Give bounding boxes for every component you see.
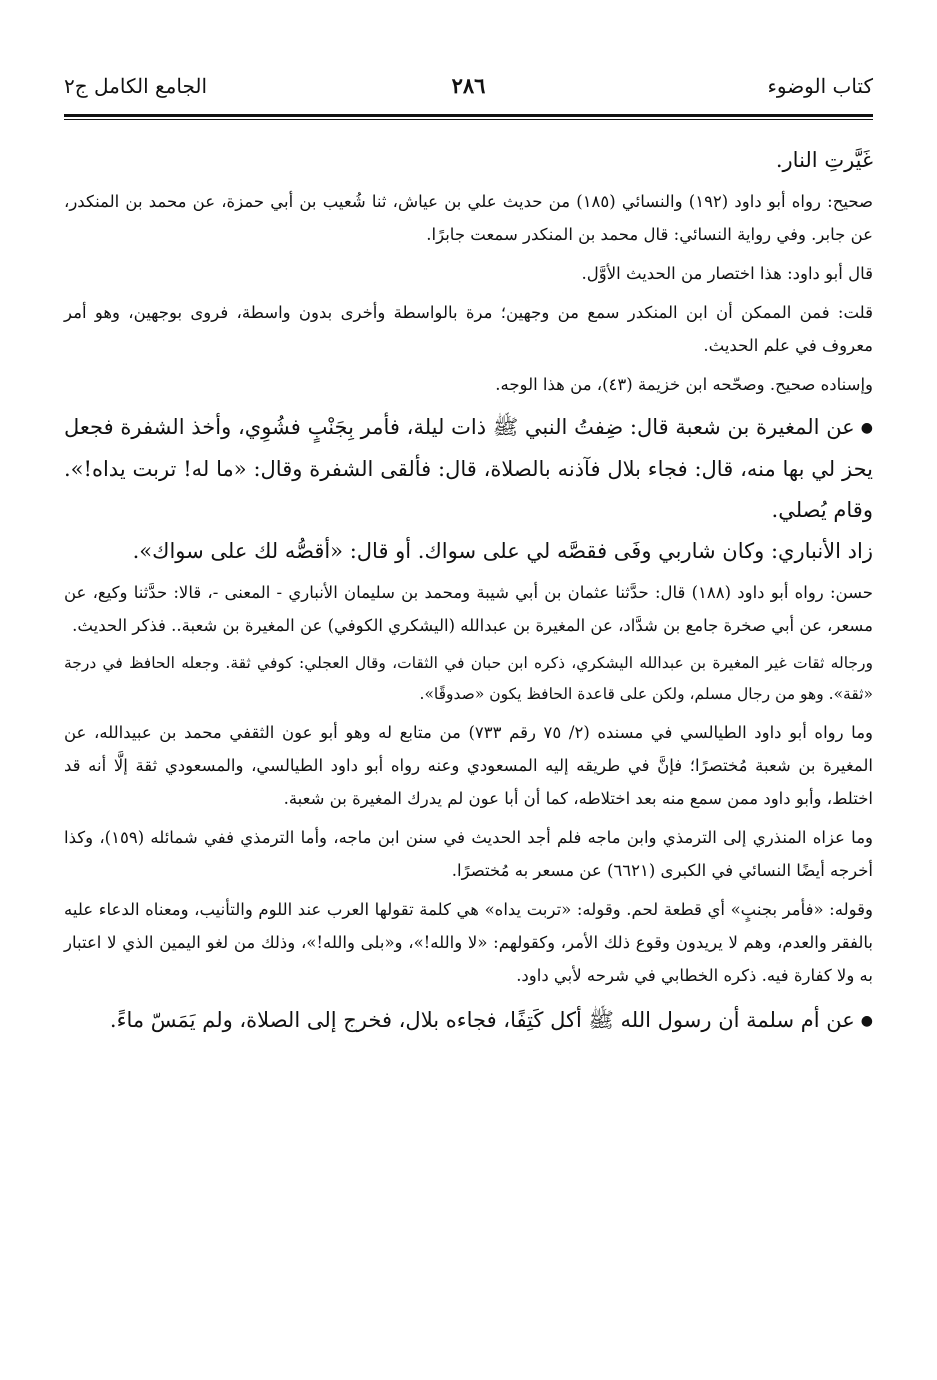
page-number: ٢٨٦	[451, 73, 486, 98]
commentary-abu-dawud: قال أبو داود: هذا اختصار من الحديث الأوَّل.	[581, 264, 873, 283]
hadith-mughira: ● عن المغيرة بن شعبة قال: ضِفتُ النبي ﷺ ذات ليلة، فأمر بِجَنْبٍ فشُوِي، وأخذ الشفرة فجعل يحز لي بها منه، قال: فجاء بلال فآذنه بالصلاة، قال: فألقى الشفرة وقال: «ما له! تربت يداه!». وقام يُصلي.	[64, 407, 873, 531]
page-body	[64, 140, 873, 1042]
commentary-mundhiri: وما عزاه المنذري إلى الترمذي وابن ماجه فلم أجد الحديث في سنن ابن ماجه، وأما الترمذي ففي شمائله (١٥٩)، وكذا أخرجه أيضًا النسائي في الكبرى (٦٦٢١) عن مسعر به مُختصرًا.	[64, 828, 873, 880]
commentary-grading: صحيح: رواه أبو داود (١٩٢) والنسائي (١٨٥) من حديث علي بن عياش، ثنا شُعيب بن أبي حمزة، عن محمد بن المنكدر، عن جابر. وفي رواية النسائي: قال محمد بن المنكدر سمعت جابرًا.	[64, 192, 873, 244]
commentary-isnad: وإسناده صحيح. وصحّحه ابن خزيمة (٤٣)، من هذا الوجه.	[495, 375, 873, 394]
header-rule	[64, 114, 873, 120]
header-chapter-title: كتاب الوضوء	[767, 74, 873, 98]
hadith-umm-salama: ● عن أم سلمة أن رسول الله ﷺ أكل كَتِفًا، فجاءه بلال، فخرج إلى الصلاة، ولم يَمَسّ ماءً.	[64, 1000, 873, 1042]
running-header	[64, 66, 873, 106]
commentary-tayalisi: وما رواه أبو داود الطيالسي في مسنده (٢/ ٧٥ رقم ٧٣٣) من متابع له وهو أبو عون الثقفي محمد بن عبيدالله، عن المغيرة بن شعبة مُختصرًا؛ فإنَّ في طريقه إليه المسعودي وعنه رواه أبو داود الطيالسي، والمسعودي ثقة إلَّا أنه قد اختلط، وأبو داود ممن سمع منه بعد اختلاطه، كما أن أبا عون لم يدرك المغيرة بن شعبة.	[64, 723, 874, 808]
commentary-note: قلت: فمن الممكن أن ابن المنكدر سمع من وجهين؛ مرة بالواسطة وأخرى بدون واسطة، فروى بوجهين، وهو أمر معروف في علم الحديث.	[64, 303, 873, 355]
commentary-explanation: وقوله: «فأمر بجنبٍ» أي قطعة لحم. وقوله: «تربت يداه» هي كلمة تقولها العرب عند اللوم والتأنيب، ومعناه الدعاء عليه بالفقر والعدم، وهم لا يريدون وقوع ذلك الأمر، وكقولهم: «لا والله!»، و«بلى والله!»، وذلك من لغو اليمين الذي لا اعتبار به ولا كفارة فيه. ذكره الخطابي في شرحه لأبي داود.	[64, 900, 873, 985]
hadith-continuation: غَيَّرتِ النار.	[775, 148, 873, 172]
hadith-addition: زاد الأنباري: وكان شاربي وفَى فقصَّه لي على سواك. أو قال: «أقصُّه لك على سواك».	[132, 539, 873, 563]
commentary-hasan: حسن: رواه أبو داود (١٨٨) قال: حدَّثنا عثمان بن أبي شيبة ومحمد بن سليمان الأنباري - المعنى -، قالا: حدَّثنا وكيع، عن مسعر، عن أبي صخرة جامع بن شدَّاد، عن المغيرة بن عبدالله (اليشكري الكوفي) عن المغيرة بن شعبة.. فذكر الحديث.	[64, 583, 873, 635]
commentary-narrators: ورجاله ثقات غير المغيرة بن عبدالله اليشكري، ذكره ابن حبان في الثقات، وقال العجلي: كوفي ثقة. وجعله الحافظ في درجة «ثقة». وهو من رجال مسلم، ولكن على قاعدة الحافظ يكون «صدوقًا».	[64, 654, 873, 703]
header-volume-title: الجامع الكامل ج٢	[64, 74, 208, 98]
